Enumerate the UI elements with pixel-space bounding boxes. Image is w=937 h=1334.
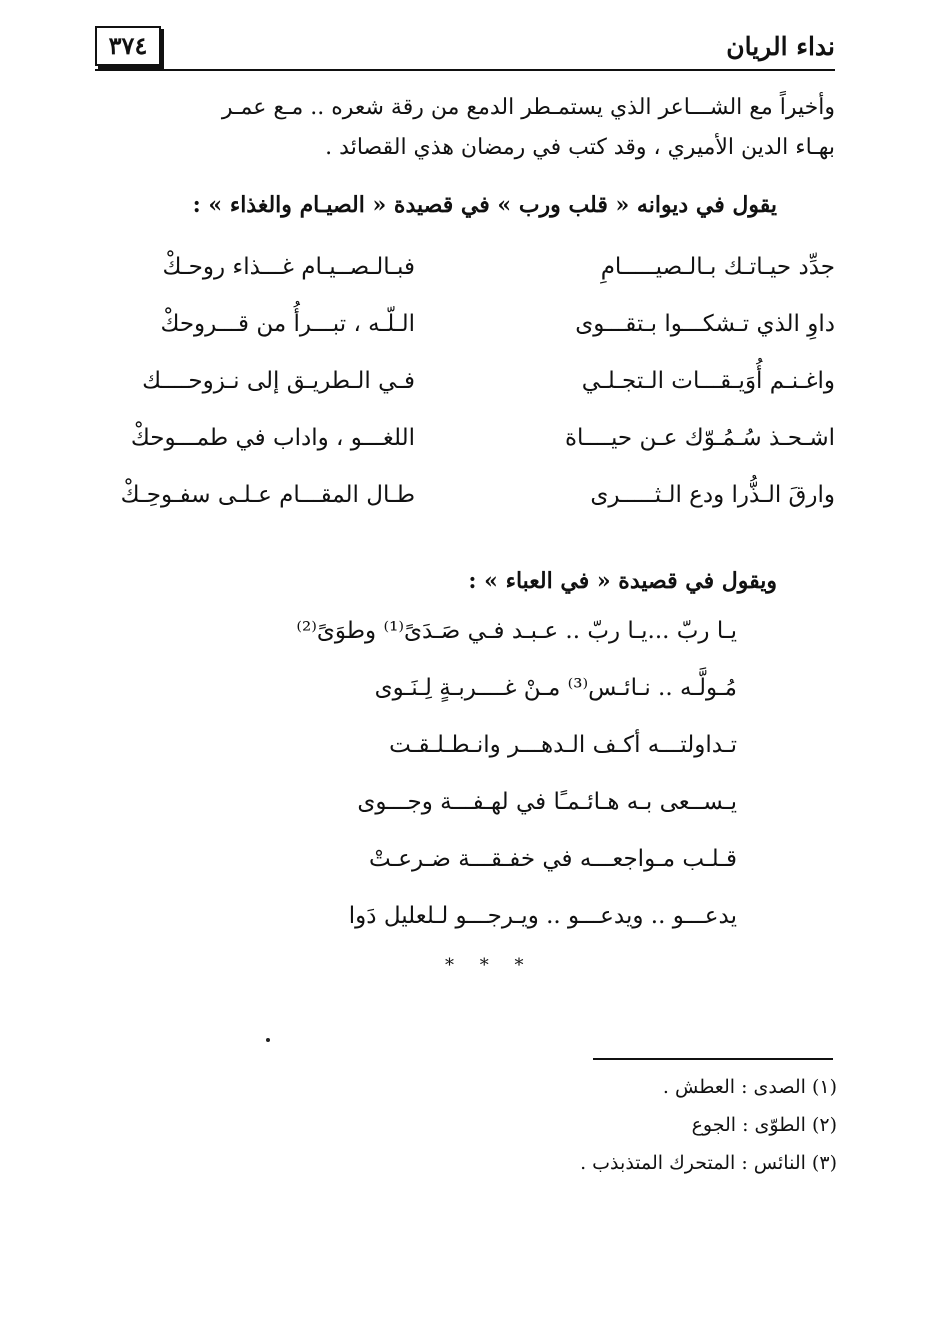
footnote-item: (١) الصدى : العطش .: [662, 1076, 837, 1098]
poem2-lead: ويقول في قصيدة « في العباء » :: [468, 568, 777, 594]
verse-first-hemistich: داوِ الذي تـشكـــوا بـتقـــوى: [575, 311, 835, 337]
verse-row: [100, 360, 835, 417]
verse-first-hemistich: جدِّد حيـاتـك بـالـصيـــــامِ: [600, 254, 835, 280]
verse-first-hemistich: اشـحـذ سُـمُـوّك عـن حيــــاة: [564, 425, 835, 451]
stray-dot: [266, 1038, 270, 1042]
verse-row: [100, 474, 835, 531]
section-separator: * * *: [445, 955, 534, 976]
intro-line: وأخيراً مع الشـــاعر الذي يستمـطر الدمع من رقة شعره .. مـع عمـر: [221, 95, 835, 120]
verse-line: يـســعى بـه هـائـمـًا في لهـفـــة وجـــوى: [357, 789, 737, 815]
verse-row: [100, 303, 835, 360]
verse-second-hemistich: طـال المقـــام عـلـى سفـوحِـكْ: [120, 482, 415, 508]
verse-line: مُـولَّـه .. نـائـس⁽³⁾ مـنْ غــــربـةٍ لِـنَـوى: [374, 675, 737, 701]
verse-line: يـا ربّ ...يـا ربّ .. عـبـد فـي صَـدَىً⁽¹⁾ وطوَىً⁽²⁾: [296, 618, 737, 644]
poem-2: [237, 618, 737, 960]
poem-1: [100, 246, 835, 531]
verse-second-hemistich: فـي الـطريـق إلى نـزوحــــك: [142, 368, 415, 394]
header-rule: [95, 69, 835, 71]
verse-first-hemistich: واغـنـم أُوَيـقـــات الـتجـلـي: [581, 368, 835, 394]
verse-row: [100, 246, 835, 303]
verse-first-hemistich: وارقَ الـذُّرا ودع الـثـــــرى: [590, 482, 835, 508]
verse-line: تـداولتـــه أكـف الـدهـــر وانـطـلـقـت: [389, 732, 737, 758]
footnote-item: (٢) الطوّى : الجوع: [691, 1114, 837, 1136]
page-header: [95, 26, 835, 74]
poem1-lead: يقول في ديوانه « قلب ورب » في قصيدة « الصيـام والغذاء » :: [192, 192, 777, 218]
footnotes: [437, 1068, 837, 1182]
verse-second-hemistich: فبـالـصــيـام غـــذاء روحـكْ: [162, 254, 415, 280]
intro-paragraph: [100, 88, 835, 168]
verse-second-hemistich: الـلّـه ، تبـــرأُ من قـــروحكْ: [160, 311, 415, 337]
verse-second-hemistich: اللغـــو ، واداب في طمـــوحكْ: [130, 425, 415, 451]
footnote-rule: [593, 1058, 833, 1060]
intro-line: بهـاء الدين الأميري ، وقد كتب في رمضان هذي القصائد .: [325, 135, 835, 160]
verse-line: يدعـــو .. ويدعـــو .. ويـرجـــو لـلعليل دَوا: [348, 903, 737, 929]
running-title: نداء الريان: [726, 32, 835, 61]
page-number: ٣٧٤: [95, 26, 161, 66]
verse-line: قـلـب مـواجعـــه في خفـقـــة ضـرعـتْ: [368, 846, 737, 872]
footnote-item: (٣) النائس : المتحرك المتذبذب .: [580, 1152, 837, 1174]
verse-row: [100, 417, 835, 474]
